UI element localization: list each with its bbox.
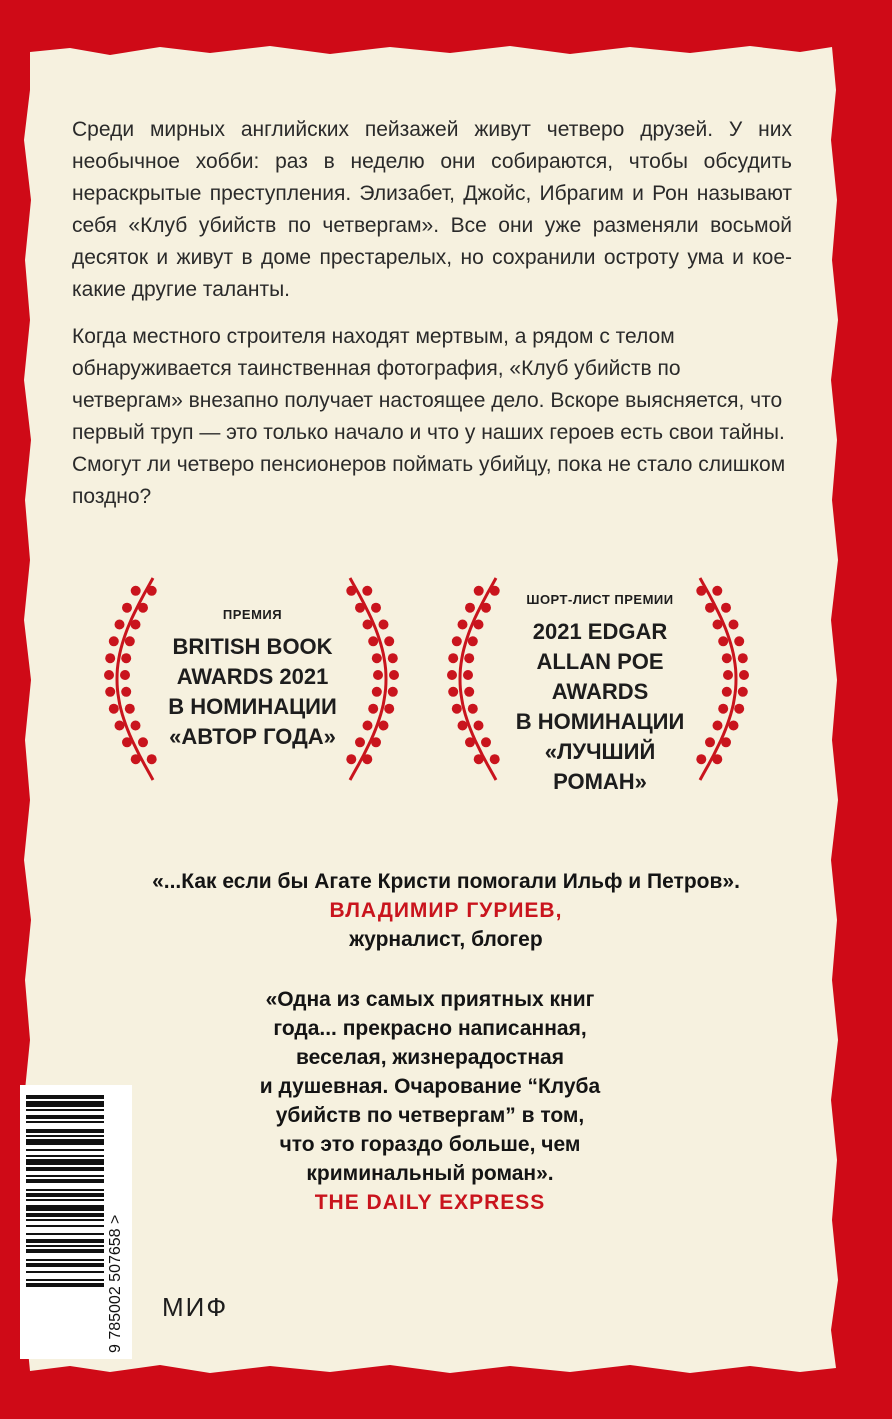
laurel-berry — [122, 603, 132, 613]
award-line: 2021 EDGAR — [532, 619, 668, 644]
barcode-bar — [26, 1175, 104, 1177]
laurel-berry — [718, 636, 728, 646]
award-edgar-allan-poe — [495, 592, 705, 797]
laurel-berry — [448, 653, 458, 663]
laurel-berry — [463, 670, 473, 680]
quote-line: года... прекрасно написанная, — [273, 1017, 587, 1040]
barcode-bar — [26, 1213, 104, 1217]
laurel-berry — [131, 754, 141, 764]
quote-daily-express — [180, 985, 680, 1217]
award-label: ПРЕМИЯ — [222, 607, 283, 622]
laurel-berry — [389, 670, 399, 680]
laurel-berry — [346, 754, 356, 764]
award-line: AWARDS 2021 — [176, 664, 329, 689]
award-line: «АВТОР ГОДА» — [169, 724, 336, 749]
laurel-berry — [723, 670, 733, 680]
laurel-berry — [368, 636, 378, 646]
laurel-berry — [147, 754, 157, 764]
barcode-bar — [26, 1283, 104, 1287]
quote-line: «Одна из самых приятных книг — [265, 988, 595, 1011]
laurel-berry — [722, 653, 732, 663]
description-paragraph-2: Когда местного строителя находят мертвым, а рядом с телом обнаруживается таинственная фотография, «Клуб убийств по четвергам» внезапно получает настоящее дело. Вскоре выясняется, что первый труп — это только начало и что у наших героев есть свои тайны. Смогут ли четверо пенсионеров поймать убийцу, пока не стало слишком поздно? — [72, 325, 786, 508]
laurel-berry — [105, 687, 115, 697]
quote-line: и душевная. Очарование “Клуба — [259, 1075, 601, 1098]
quote-author: ВЛАДИМИР ГУРИЕВ, — [329, 899, 563, 922]
laurel-berry — [379, 620, 389, 630]
laurel-berry — [125, 704, 135, 714]
laurel-berry — [363, 620, 373, 630]
barcode-bar — [26, 1225, 104, 1227]
laurel-berry — [115, 721, 125, 731]
laurel-berry — [739, 670, 749, 680]
award-line: AWARDS — [551, 679, 649, 704]
laurel-berry — [729, 721, 739, 731]
laurel-berry — [373, 670, 383, 680]
barcode-bar — [26, 1135, 104, 1137]
laurel-berry — [468, 704, 478, 714]
laurel-berry — [713, 721, 723, 731]
quote-line: убийств по четвергам” в том, — [275, 1104, 585, 1127]
laurel-berry — [122, 737, 132, 747]
laurel-berry — [371, 737, 381, 747]
laurel-berry — [388, 687, 398, 697]
laurel-berry — [705, 737, 715, 747]
barcode-bar — [26, 1095, 104, 1099]
laurel-berry — [474, 620, 484, 630]
laurel-berry — [705, 603, 715, 613]
publisher-logo — [162, 1292, 228, 1323]
laurel-berry — [464, 687, 474, 697]
laurel-berry — [448, 687, 458, 697]
laurel-berry — [721, 603, 731, 613]
laurel-berry — [121, 687, 131, 697]
barcode-bar — [26, 1149, 104, 1151]
laurel-berry — [147, 586, 157, 596]
award-label: ШОРТ-ЛИСТ ПРЕМИИ — [526, 592, 674, 607]
laurel-berry — [131, 620, 141, 630]
laurel-berry — [464, 653, 474, 663]
laurel-berry — [109, 704, 119, 714]
barcode-bar — [26, 1189, 104, 1191]
barcode-bar — [26, 1115, 104, 1119]
award-line: «ЛУЧШИЙ — [544, 739, 656, 764]
laurel-berry — [474, 754, 484, 764]
laurel-berry — [379, 721, 389, 731]
barcode-digits: 9 785002 507658 > — [107, 1214, 124, 1353]
laurel-berry — [363, 721, 373, 731]
barcode-bar — [26, 1249, 104, 1253]
laurel-berry — [131, 586, 141, 596]
laurel-berry — [465, 737, 475, 747]
laurel-berry — [138, 737, 148, 747]
laurel-berry — [371, 603, 381, 613]
barcode-bar — [26, 1271, 104, 1273]
barcode-bar — [26, 1109, 104, 1111]
laurel-berry — [713, 620, 723, 630]
laurel-berry — [474, 586, 484, 596]
laurel-berry — [115, 620, 125, 630]
laurel-berry — [465, 603, 475, 613]
quote-gurievs — [60, 867, 832, 954]
laurel-berry — [481, 603, 491, 613]
laurel-berry — [384, 704, 394, 714]
barcode-bar — [26, 1159, 104, 1165]
quote-text: «...Как если бы Агате Кристи помогали Ильф и Петров». — [152, 870, 740, 893]
laurel-berry — [121, 653, 131, 663]
laurel-berry — [388, 653, 398, 663]
barcode-bar — [26, 1205, 104, 1211]
barcode-bar — [26, 1233, 104, 1235]
barcode-bar — [26, 1239, 104, 1243]
laurel-berry — [481, 737, 491, 747]
laurel-berry — [368, 704, 378, 714]
quote-line: что это гораздо больше, чем — [279, 1133, 581, 1156]
award-line: BRITISH BOOK — [172, 634, 333, 659]
laurel-berry — [131, 721, 141, 731]
laurel-berry — [355, 737, 365, 747]
quote-author-role: журналист, блогер — [349, 928, 543, 951]
barcode-bar — [26, 1129, 104, 1133]
quote-line: криминальный роман». — [306, 1162, 554, 1185]
laurel-berry — [718, 704, 728, 714]
barcode-bar — [26, 1245, 104, 1247]
laurel-berry — [734, 704, 744, 714]
award-line: ALLAN POE — [536, 649, 664, 674]
barcode-bar — [26, 1139, 104, 1145]
barcode-bars — [20, 1085, 132, 1359]
barcode-bar — [26, 1155, 104, 1157]
laurel-berry — [105, 653, 115, 663]
laurel-berry — [109, 636, 119, 646]
quote-line: веселая, жизнерадостная — [296, 1046, 564, 1069]
laurel-berry — [458, 620, 468, 630]
barcode-bar — [26, 1199, 104, 1201]
laurel-berry — [447, 670, 457, 680]
laurel-berry — [712, 754, 722, 764]
description-paragraph-1: Среди мирных английских пейзажей живут четверо друзей. У них необычное хобби: раз в неделю они собираются, чтобы обсудить нераскрытые преступления. Элизабет, Джойс, Ибрагим и Рон называют себя «Клуб убийств по четвергам». Все они уже разменяли восьмой десяток и живут в доме престарелых, но сохранили остроту ума и кое-какие другие таланты. — [72, 118, 792, 301]
laurel-berry — [104, 670, 114, 680]
barcode-bar — [26, 1193, 104, 1197]
laurel-berry — [738, 653, 748, 663]
barcode-bar — [26, 1179, 104, 1183]
laurel-berry — [452, 636, 462, 646]
barcode-bar — [26, 1219, 104, 1221]
laurel-berry — [346, 586, 356, 596]
barcode-bar — [26, 1279, 104, 1281]
award-british-book — [150, 607, 355, 752]
laurel-berry — [355, 603, 365, 613]
barcode-bar — [26, 1167, 104, 1171]
laurel-berry — [125, 636, 135, 646]
laurel-berry — [120, 670, 130, 680]
laurel-berry — [734, 636, 744, 646]
publisher-logo-text: МИФ — [162, 1292, 229, 1322]
laurel-berry — [712, 586, 722, 596]
barcode-bar — [26, 1101, 104, 1107]
laurel-berry — [362, 754, 372, 764]
award-line: В НОМИНАЦИИ — [168, 694, 337, 719]
barcode-bar — [26, 1121, 104, 1123]
laurel-berry — [452, 704, 462, 714]
laurel-berry — [458, 721, 468, 731]
laurel-berry — [468, 636, 478, 646]
laurel-berry — [474, 721, 484, 731]
barcode-bar — [26, 1259, 104, 1261]
laurel-berry — [722, 687, 732, 697]
laurel-berry — [738, 687, 748, 697]
award-line: В НОМИНАЦИИ — [515, 709, 685, 734]
laurel-berry — [372, 653, 382, 663]
laurel-berry — [372, 687, 382, 697]
laurel-berry — [729, 620, 739, 630]
quote-source: THE DAILY EXPRESS — [314, 1191, 546, 1214]
laurel-berry — [138, 603, 148, 613]
barcode-bar — [26, 1263, 104, 1267]
laurel-berry — [384, 636, 394, 646]
isbn-barcode — [20, 1085, 132, 1359]
laurel-berry — [721, 737, 731, 747]
award-line: РОМАН» — [553, 769, 647, 794]
laurel-berry — [362, 586, 372, 596]
